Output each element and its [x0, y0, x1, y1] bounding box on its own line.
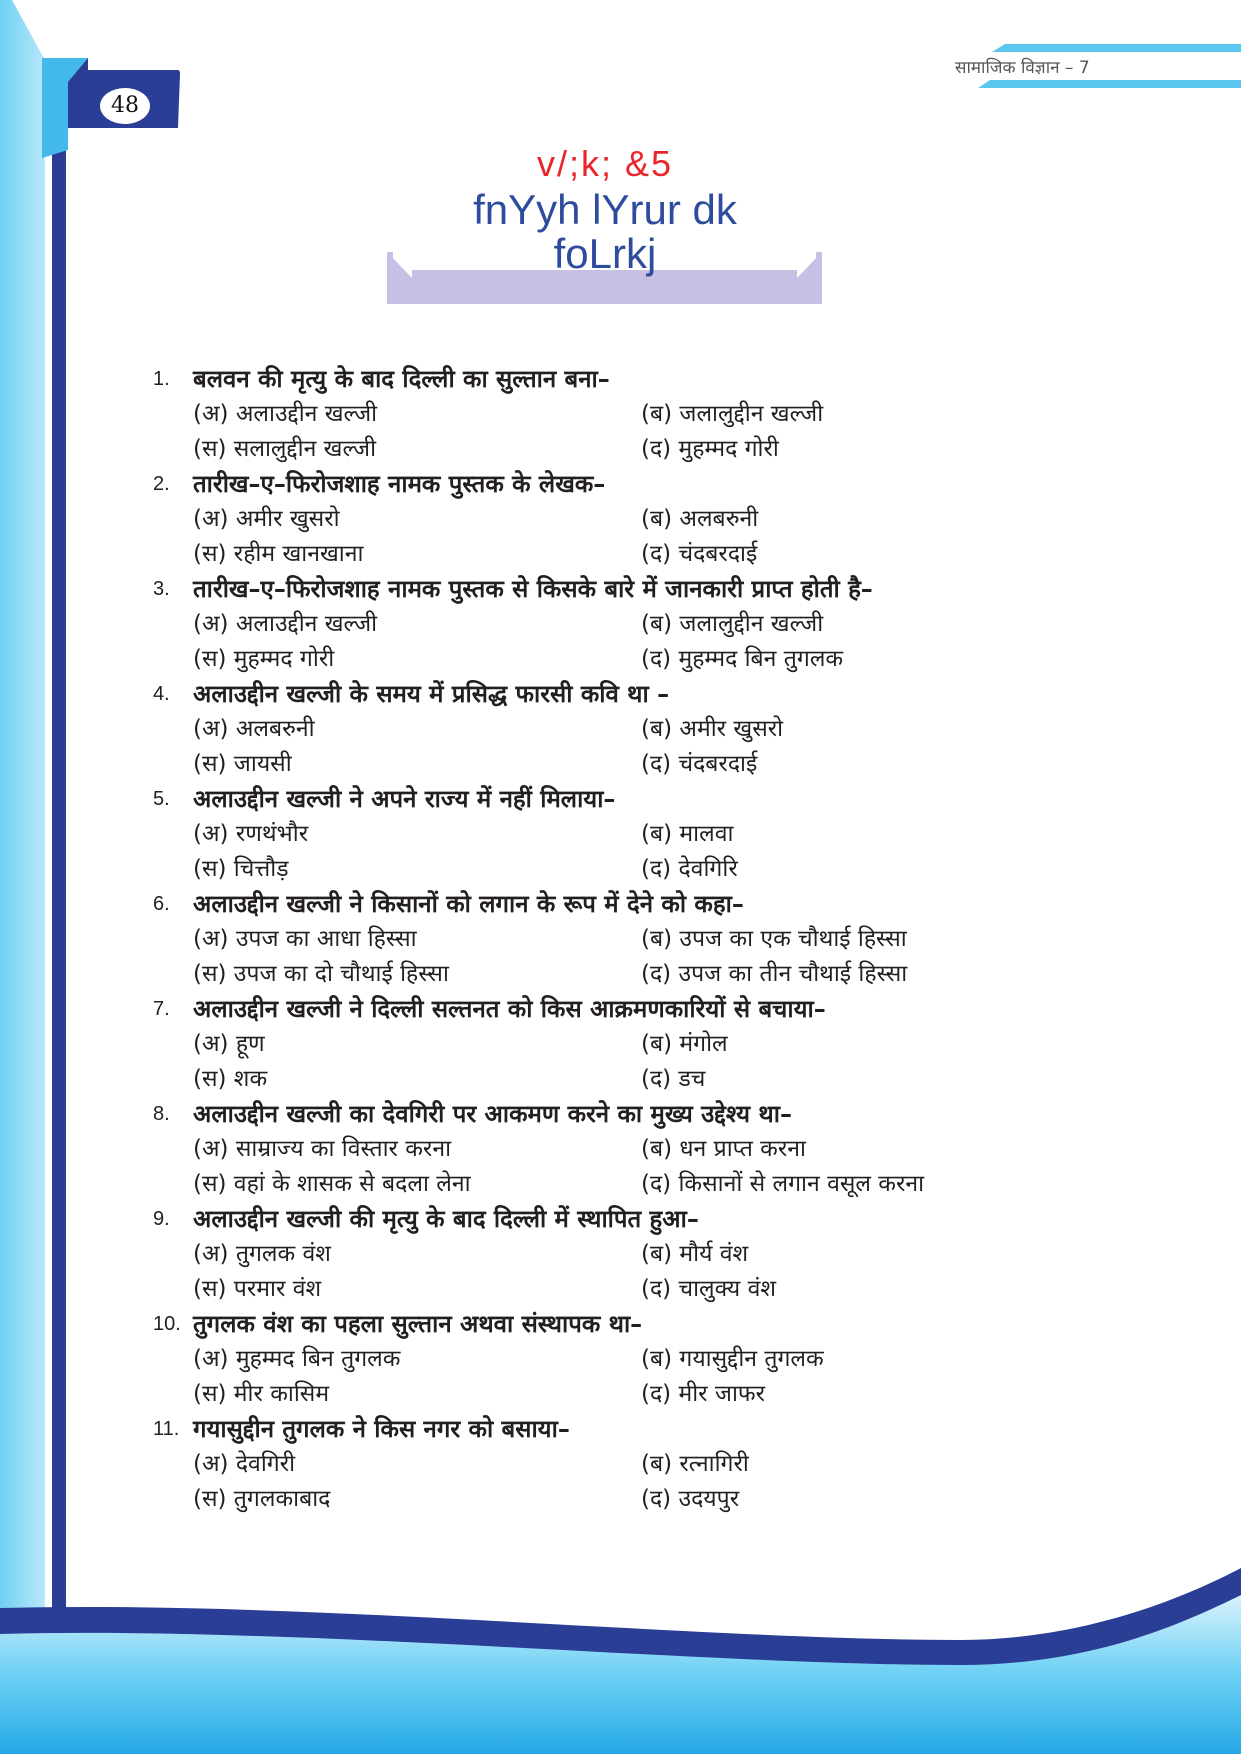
answer-option: (द) डच	[641, 1066, 706, 1092]
question-item	[153, 1097, 1093, 1202]
answer-options	[193, 817, 1093, 887]
question-number: 10.	[153, 1313, 181, 1335]
question-item	[153, 1307, 1093, 1412]
question-number: 1.	[153, 368, 170, 390]
question-stem	[153, 1307, 1093, 1342]
answer-option: (स) शक	[193, 1066, 268, 1092]
answer-option: (ब) धन प्राप्त करना	[641, 1136, 806, 1162]
question-item	[153, 992, 1093, 1097]
question-item	[153, 677, 1093, 782]
question-text: अलाउद्दीन खल्जी ने किसानों को लगान के रूप में देने को कहा–	[193, 890, 744, 918]
answer-option: (ब) अमीर खुसरो	[641, 716, 784, 742]
answer-option: (द) चंदबरदाई	[641, 751, 758, 777]
question-stem	[153, 362, 1093, 397]
answer-option: (द) उदयपुर	[641, 1486, 740, 1512]
question-number: 6.	[153, 893, 170, 915]
question-stem	[153, 572, 1093, 607]
question-text: तुगलक वंश का पहला सुल्तान अथवा संस्थापक था–	[193, 1310, 643, 1338]
question-item	[153, 362, 1093, 467]
answer-option: (द) चालुक्य वंश	[641, 1276, 777, 1302]
answer-option: (अ) अलाउद्दीन खल्जी	[193, 401, 378, 427]
answer-option: (ब) उपज का एक चौथाई हिस्सा	[641, 926, 907, 952]
answer-option: (द) उपज का तीन चौथाई हिस्सा	[641, 961, 908, 987]
question-number: 5.	[153, 788, 170, 810]
chapter-title-line-2: foLrkj	[553, 230, 657, 277]
answer-options	[193, 1237, 1093, 1307]
answer-option: (अ) मुहम्मद बिन तुगलक	[193, 1346, 401, 1372]
running-head: सामाजिक विज्ञान – 7	[955, 58, 1090, 78]
answer-option: (ब) गयासुद्दीन तुगलक	[641, 1346, 824, 1372]
answer-option: (द) किसानों से लगान वसूल करना	[641, 1171, 925, 1197]
answer-option: (स) जायसी	[193, 751, 292, 777]
answer-options	[193, 1132, 1093, 1202]
answer-option: (स) उपज का दो चौथाई हिस्सा	[193, 961, 449, 987]
answer-options	[193, 922, 1093, 992]
question-number: 8.	[153, 1103, 170, 1125]
question-number: 9.	[153, 1208, 170, 1230]
question-item	[153, 887, 1093, 992]
question-item	[153, 572, 1093, 677]
question-text: गयासुद्दीन तुगलक ने किस नगर को बसाया–	[193, 1415, 570, 1443]
question-stem	[153, 992, 1093, 1027]
page-number: 48	[111, 93, 139, 118]
question-text: बलवन की मृत्यु के बाद दिल्ली का सुल्तान बना–	[193, 365, 610, 393]
answer-options	[193, 1342, 1093, 1412]
question-text: अलाउद्दीन खल्जी ने अपने राज्य में नहीं मिलाया–	[193, 785, 616, 813]
question-number: 4.	[153, 683, 170, 705]
answer-option: (ब) मालवा	[641, 821, 734, 847]
question-item	[153, 467, 1093, 572]
question-text: अलाउद्दीन खल्जी ने दिल्ली सल्तनत को किस आक्रमणकारियों से बचाया–	[193, 995, 826, 1023]
answer-option: (ब) रत्नागिरी	[641, 1451, 749, 1477]
answer-option: (द) मुहम्मद बिन तुगलक	[641, 646, 844, 672]
chapter-title	[385, 188, 825, 276]
answer-option: (अ) अलबरुनी	[193, 716, 315, 742]
answer-option: (स) तुगलकाबाद	[193, 1486, 331, 1512]
answer-option: (स) वहां के शासक से बदला लेना	[193, 1171, 471, 1197]
question-text: तारीख–ए–फिरोजशाह नामक पुस्तक से किसके बारे में जानकारी प्राप्त होती है–	[193, 575, 873, 603]
answer-option: (स) चित्तौड़	[193, 856, 289, 882]
answer-option: (द) मीर जाफर	[641, 1381, 766, 1407]
chapter-number: v/;k; &5	[536, 143, 674, 184]
answer-options	[193, 607, 1093, 677]
answer-option: (ब) जलालुद्दीन खल्जी	[641, 611, 824, 637]
question-text: अलाउद्दीन खल्जी का देवगिरी पर आकमण करने का मुख्य उद्देश्य था–	[193, 1100, 792, 1128]
answer-option: (द) चंदबरदाई	[641, 541, 758, 567]
question-stem	[153, 1412, 1093, 1447]
answer-option: (द) देवगिरि	[641, 856, 738, 882]
question-item	[153, 1412, 1093, 1517]
answer-option: (स) मुहम्मद गोरी	[193, 646, 335, 672]
answer-option: (ब) अलबरुनी	[641, 506, 759, 532]
question-number: 2.	[153, 473, 170, 495]
left-vertical-bar	[52, 120, 66, 1700]
question-stem	[153, 887, 1093, 922]
answer-option: (स) मीर कासिम	[193, 1381, 330, 1407]
answer-option: (अ) तुगलक वंश	[193, 1241, 331, 1267]
answer-option: (द) मुहम्मद गोरी	[641, 436, 779, 462]
question-stem	[153, 677, 1093, 712]
question-item	[153, 782, 1093, 887]
question-stem	[153, 1202, 1093, 1237]
question-number: 11.	[153, 1418, 180, 1440]
bottom-wave	[0, 1568, 1241, 1754]
answer-option: (ब) जलालुद्दीन खल्जी	[641, 401, 824, 427]
answer-option: (अ) अमीर खुसरो	[193, 506, 340, 532]
question-list	[153, 362, 1093, 1517]
chapter-title-line-1: fnYyh lYrur dk	[473, 186, 737, 233]
answer-options	[193, 1027, 1093, 1097]
answer-options	[193, 397, 1093, 467]
answer-option: (अ) उपज का आधा हिस्सा	[193, 926, 417, 952]
answer-option: (स) परमार वंश	[193, 1276, 322, 1302]
question-text: अलाउद्दीन खल्जी की मृत्यु के बाद दिल्ली में स्थापित हुआ–	[193, 1205, 699, 1233]
answer-option: (ब) मौर्य वंश	[641, 1241, 749, 1267]
left-side-band	[0, 0, 45, 1754]
question-number: 3.	[153, 578, 170, 600]
question-stem	[153, 1097, 1093, 1132]
question-text: तारीख–ए–फिरोजशाह नामक पुस्तक के लेखक–	[193, 470, 606, 498]
answer-option: (अ) साम्राज्य का विस्तार करना	[193, 1136, 452, 1162]
question-stem	[153, 782, 1093, 817]
answer-option: (अ) रणथंभौर	[193, 821, 309, 847]
answer-option: (स) रहीम खानखाना	[193, 541, 364, 567]
answer-option: (अ) अलाउद्दीन खल्जी	[193, 611, 378, 637]
question-text: अलाउद्दीन खल्जी के समय में प्रसिद्ध फारसी कवि था –	[193, 680, 670, 708]
question-stem	[153, 467, 1093, 502]
answer-options	[193, 502, 1093, 572]
question-number: 7.	[153, 998, 170, 1020]
answer-option: (स) सलालुद्दीन खल्जी	[193, 436, 377, 462]
answer-option: (अ) हूण	[193, 1031, 265, 1057]
answer-option: (ब) मंगोल	[641, 1031, 728, 1057]
answer-option: (अ) देवगिरी	[193, 1451, 296, 1477]
answer-options	[193, 712, 1093, 782]
question-item	[153, 1202, 1093, 1307]
answer-options	[193, 1447, 1093, 1517]
